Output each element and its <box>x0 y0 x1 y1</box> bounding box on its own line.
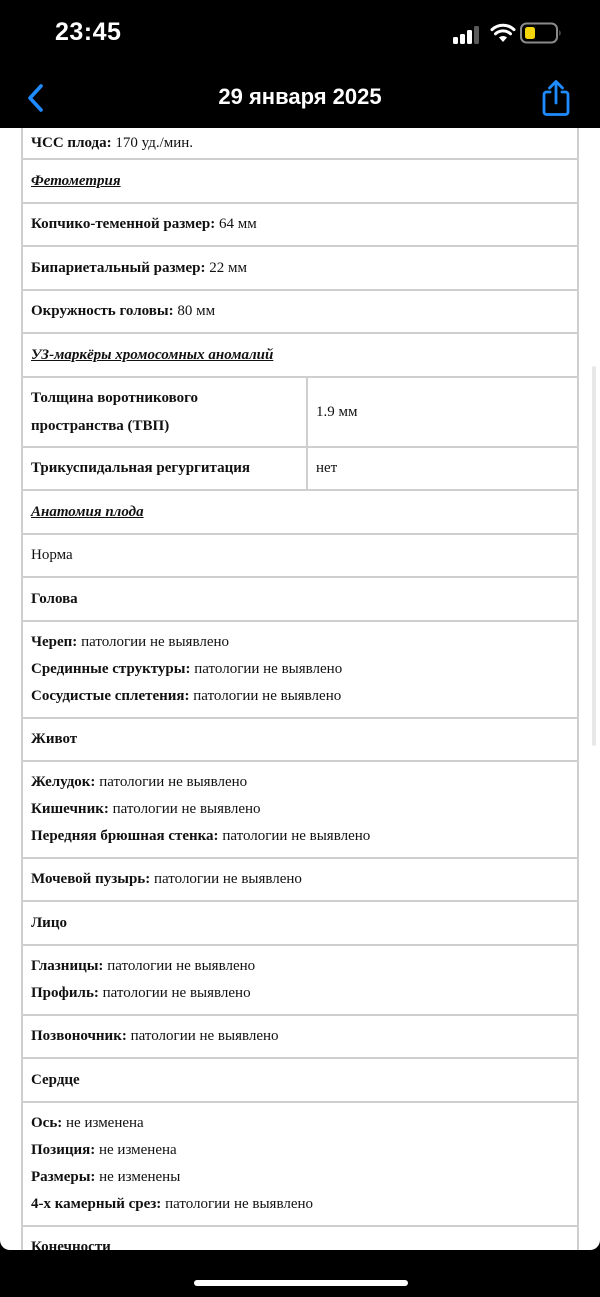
status-bar <box>0 0 600 68</box>
list-item <box>31 683 569 710</box>
field-value: патологии не выявлено <box>218 828 371 844</box>
table-row <box>22 901 578 945</box>
field-label: Глазницы: <box>31 958 104 974</box>
field-value: патологии не выявлено <box>150 871 302 887</box>
field-label: Позиция: <box>31 1142 96 1158</box>
table-row <box>22 377 578 447</box>
table-row <box>22 1015 578 1058</box>
field-value: 80 мм <box>173 303 216 319</box>
field-label: Копчико-теменной размер: <box>31 216 216 232</box>
list-item <box>31 1191 569 1218</box>
field-label: Ось: <box>31 1115 63 1131</box>
tr-value-cell: нет <box>307 447 578 490</box>
field-label: Позвоночник: <box>31 1028 127 1044</box>
table-row <box>22 290 578 333</box>
nt-label-line2: пространства (ТВП) <box>31 418 170 434</box>
table-row <box>22 1058 578 1102</box>
crl-cell <box>22 203 578 246</box>
table-row <box>22 203 578 246</box>
list-item <box>31 823 569 850</box>
table-row <box>22 718 578 761</box>
table-row <box>22 621 578 718</box>
share-icon[interactable] <box>540 78 572 118</box>
list-item <box>31 769 569 796</box>
heart-rate-cell <box>22 128 578 159</box>
field-value: патологии не выявлено <box>77 634 230 650</box>
list-item <box>31 1137 569 1164</box>
battery-low-icon <box>520 22 562 44</box>
section-title-anatomy: Анатомия плода <box>22 490 578 534</box>
table-row <box>22 333 578 377</box>
section-title-markers: УЗ-маркёры хромосомных аномалий <box>22 333 578 377</box>
head-title-cell: Голова <box>22 577 578 621</box>
field-value: не изменены <box>95 1169 181 1185</box>
spine-cell <box>22 1015 578 1058</box>
list-item <box>31 1164 569 1191</box>
field-value: патологии не выявлено <box>189 688 342 704</box>
hc-cell <box>22 290 578 333</box>
field-label: Сосудистые сплетения: <box>31 688 190 704</box>
cellular-signal-icon <box>453 24 483 44</box>
table-row <box>22 534 578 577</box>
table-row <box>22 1226 578 1250</box>
bottom-bar <box>0 1250 600 1297</box>
field-label: Профиль: <box>31 985 99 1001</box>
nt-label-cell <box>22 377 307 447</box>
list-item <box>31 1110 569 1137</box>
bpd-cell <box>22 246 578 290</box>
table-row <box>22 945 578 1015</box>
abdomen-title-cell: Живот <box>22 718 578 761</box>
head-details-cell <box>22 621 578 718</box>
field-label: Кишечник: <box>31 801 109 817</box>
vertical-scrollbar[interactable] <box>592 366 596 746</box>
field-value: не изменена <box>95 1142 177 1158</box>
face-title-cell: Лицо <box>22 901 578 945</box>
field-value: 22 мм <box>205 259 247 276</box>
field-value: не изменена <box>62 1115 144 1131</box>
list-item <box>31 656 569 683</box>
field-label: Бипариетальный размер: <box>31 259 206 276</box>
field-label: Размеры: <box>31 1169 96 1185</box>
list-item <box>31 796 569 823</box>
nt-label-line1: Толщина воротникового <box>31 390 199 406</box>
table-row <box>22 577 578 621</box>
section-title-fetometry: Фетометрия <box>22 159 578 203</box>
list-item <box>31 980 569 1007</box>
field-value: патологии не выявлено <box>95 774 248 790</box>
face-details-cell <box>22 945 578 1015</box>
field-label: Череп: <box>31 634 78 650</box>
limbs-title-cell: Конечности <box>22 1226 578 1250</box>
table-row <box>22 1102 578 1226</box>
field-value: патологии не выявлено <box>98 985 251 1001</box>
nt-value-cell: 1.9 мм <box>307 377 578 447</box>
heart-title-cell: Сердце <box>22 1058 578 1102</box>
page-title: 29 января 2025 <box>218 84 382 109</box>
field-value: патологии не выявлено <box>161 1196 314 1212</box>
table-row <box>22 128 578 159</box>
field-label: Срединные структуры: <box>31 661 191 677</box>
field-label: Желудок: <box>31 774 96 790</box>
home-indicator[interactable] <box>194 1280 408 1286</box>
field-label: Окружность головы: <box>31 303 174 319</box>
field-value: патологии не выявлено <box>103 958 256 974</box>
abdomen-details-cell <box>22 761 578 858</box>
anatomy-summary-cell: Норма <box>22 534 578 577</box>
field-label: ЧСС плода: <box>31 134 112 151</box>
report-document[interactable] <box>0 128 600 1250</box>
report-table <box>21 128 579 1250</box>
status-time: 23:45 <box>55 18 122 46</box>
field-label: 4-х камерный срез: <box>31 1196 162 1212</box>
list-item <box>31 953 569 980</box>
field-label: Передняя брюшная стенка: <box>31 828 219 844</box>
table-row <box>22 447 578 490</box>
field-value: 64 мм <box>215 216 257 232</box>
wifi-icon <box>490 22 516 44</box>
field-label: Мочевой пузырь: <box>31 871 151 887</box>
table-row <box>22 159 578 203</box>
table-row <box>22 761 578 858</box>
field-value: патологии не выявлено <box>108 801 261 817</box>
table-row <box>22 858 578 901</box>
table-row <box>22 490 578 534</box>
field-value: патологии не выявлено <box>126 1028 279 1044</box>
field-value: 170 уд./мин. <box>111 134 194 151</box>
list-item <box>31 629 569 656</box>
navigation-bar <box>0 68 600 128</box>
heart-details-cell <box>22 1102 578 1226</box>
field-value: патологии не выявлено <box>190 661 343 677</box>
tr-label-cell: Трикуспидальная регургитация <box>22 447 307 490</box>
table-row <box>22 246 578 290</box>
bladder-cell <box>22 858 578 901</box>
